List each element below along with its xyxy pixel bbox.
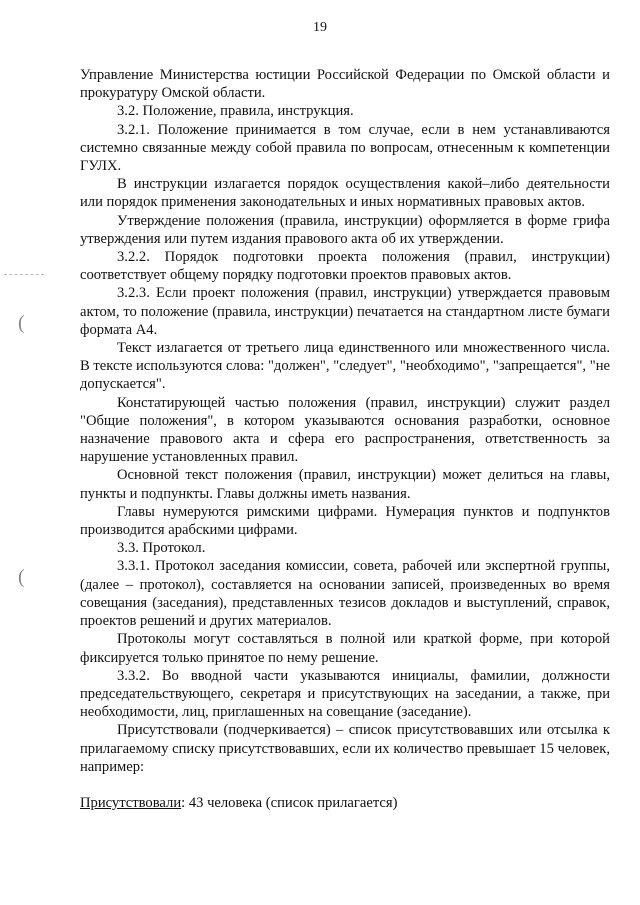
paragraph: 3.2.2. Порядок подготовки проекта положения (правил, инструкции) соответствует общему порядку подготовки проектов правовых актов.: [80, 249, 610, 284]
paragraph: 3.2.1. Положение принимается в том случае, если в нем устанавливаются системно связанные между собой правила по вопросам, отнесенным к компетенции ГУЛХ.: [80, 121, 610, 175]
paragraph: Главы нумеруются римскими цифрами. Нумерация пунктов и подпунктов производится арабскими цифрами.: [80, 503, 610, 539]
margin-bracket-mark: (: [18, 566, 25, 588]
section-heading: 3.2. Положение, правила, инструкция.: [117, 103, 354, 120]
page-number: 19: [313, 20, 327, 35]
attendance-example: [80, 794, 610, 812]
paragraph: 3.3.2. Во вводной части указываются инициалы, фамилии, должности председательствующего, секретаря и присутствующих на заседании, а также, при необходимости, лиц, приглашенных на совещание (заседание).: [80, 667, 610, 721]
section-heading: 3.3. Протокол.: [117, 540, 206, 557]
attendance-text: : 43 человека (список прилагается): [181, 794, 398, 811]
paragraph: 3.3.1. Протокол заседания комиссии, совета, рабочей или экспертной группы, (далее – протокол), составляется на основании записей, произведенных во время совещания (заседания), представленных тезисов докладов и выступлений, справок, проектов решений и других материалов.: [80, 558, 610, 630]
paragraph: Основной текст положения (правил, инструкции) может делиться на главы, пункты и подпункты. Главы должны иметь названия.: [80, 467, 610, 502]
paragraph: Протоколы могут составляться в полной или краткой форме, при которой фиксируется только принятое по нему решение.: [80, 631, 610, 666]
paragraph: 3.2.3. Если проект положения (правил, инструкции) утверждается правовым актом, то положение (правила, инструкции) печатается на стандартном листе бумаги формата А4.: [80, 285, 610, 338]
scan-margin-mark: [4, 274, 44, 275]
paragraph: Управление Министерства юстиции Российской Федерации по Омской области и прокуратуру Омской области.: [80, 67, 610, 102]
document-body: [80, 66, 610, 812]
paragraph: Присутствовали (подчеркивается) – список присутствовавших или отсылка к прилагаемому списку присутствовавших, если их количество превышает 15 человек, например:: [80, 722, 610, 775]
paragraph: Утверждение положения (правила, инструкции) оформляется в форме грифа утверждения или путем издания правового акта об их утверждении.: [80, 212, 610, 247]
attendance-label: Присутствовали: [80, 794, 182, 811]
spacer: [80, 776, 610, 794]
paragraph: В инструкции излагается порядок осуществления какой–либо деятельности или порядок применения законодательных и иных нормативных правовых актов.: [80, 176, 610, 211]
margin-bracket-mark: (: [18, 312, 25, 334]
paragraph: Констатирующей частью положения (правил, инструкции) служит раздел "Общие положения", в котором указываются основания разработки, основное назначение правового акта и сфера его распространения, ответственность за нарушение установленных правил.: [80, 394, 610, 466]
paragraph: Текст излагается от третьего лица единственного или множественного числа. В тексте используются слова: "должен", "следует", "необходимо", "запрещается", "не допускается".: [80, 340, 610, 393]
